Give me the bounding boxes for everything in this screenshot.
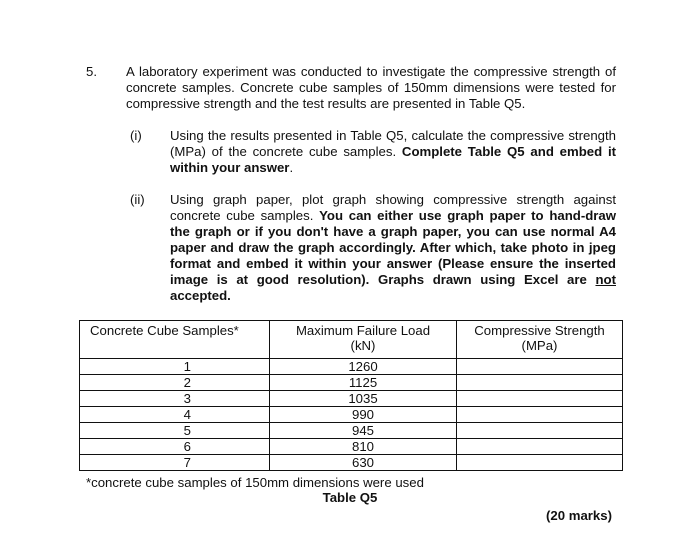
sample-cell: 7: [80, 455, 270, 471]
load-cell: 1035: [270, 391, 457, 407]
strength-cell: [457, 423, 623, 439]
table-header-row: [80, 321, 623, 359]
sample-cell: 3: [80, 391, 270, 407]
table-footnote: *concrete cube samples of 150mm dimensions were used: [86, 475, 424, 490]
header-failure-load: Maximum Failure Load (kN): [270, 321, 457, 359]
table-row: [80, 423, 623, 439]
part-ii-instruction: Using graph paper, plot graph showing compressive strength against concrete cube samples.: [170, 192, 616, 223]
part-ii-label: (ii): [130, 192, 145, 207]
strength-cell: [457, 439, 623, 455]
part-i-text: Using the results presented in Table Q5, calculate the compressive strength (MPa) of the concrete cube samples. Complete Table Q5 and embed it within your answer.: [170, 128, 617, 175]
sample-cell: 5: [80, 423, 270, 439]
strength-cell: [457, 407, 623, 423]
sample-cell: 6: [80, 439, 270, 455]
part-i-instruction: Using the results presented in Table Q5, calculate the compressive strength (MPa) of the concrete cube samples.: [170, 128, 616, 159]
strength-cell: [457, 455, 623, 471]
strength-cell: [457, 391, 623, 407]
sample-cell: 2: [80, 375, 270, 391]
header-samples: Concrete Cube Samples*: [80, 321, 270, 359]
load-cell: 810: [270, 439, 457, 455]
load-cell: 945: [270, 423, 457, 439]
part-ii-bold-instruction: You can either use graph paper to hand-draw the graph or if you don't have a graph paper, you can use normal A4 paper and draw the graph accordingly. After which, take photo in jpeg format and embed it within your answer (Please ensure the inserted image is at good resolution). Graphs drawn using Excel are: [170, 208, 616, 287]
part-i-bold-instruction: Complete Table Q5 and embed it within your answer: [170, 144, 617, 175]
header-compressive-strength: Compressive Strength (MPa): [457, 321, 623, 359]
marks-label: (20 marks): [546, 508, 612, 523]
question-number: 5.: [86, 64, 97, 79]
load-cell: 1260: [270, 359, 457, 375]
sample-cell: 1: [80, 359, 270, 375]
strength-cell: [457, 359, 623, 375]
table-q5: [79, 320, 623, 471]
table-caption: Table Q5: [322, 490, 378, 505]
table-row: [80, 375, 623, 391]
load-cell: 990: [270, 407, 457, 423]
part-ii-bold-end: accepted.: [170, 288, 231, 303]
question-intro: A laboratory experiment was conducted to investigate the compressive strength of concrete samples. Concrete cube samples of 150mm dimensions were tested for compressive strength and the test results are presented in Table Q5.: [126, 64, 616, 111]
table-row: [80, 359, 623, 375]
load-cell: 630: [270, 455, 457, 471]
part-ii-not-emphasis: not: [595, 272, 616, 287]
load-cell: 1125: [270, 375, 457, 391]
table-row: [80, 391, 623, 407]
part-ii-text: [170, 192, 616, 304]
sample-cell: 4: [80, 407, 270, 423]
table-row: [80, 407, 623, 423]
table-row: [80, 439, 623, 455]
part-i-label: (i): [130, 128, 142, 143]
strength-cell: [457, 375, 623, 391]
table-row: [80, 455, 623, 471]
